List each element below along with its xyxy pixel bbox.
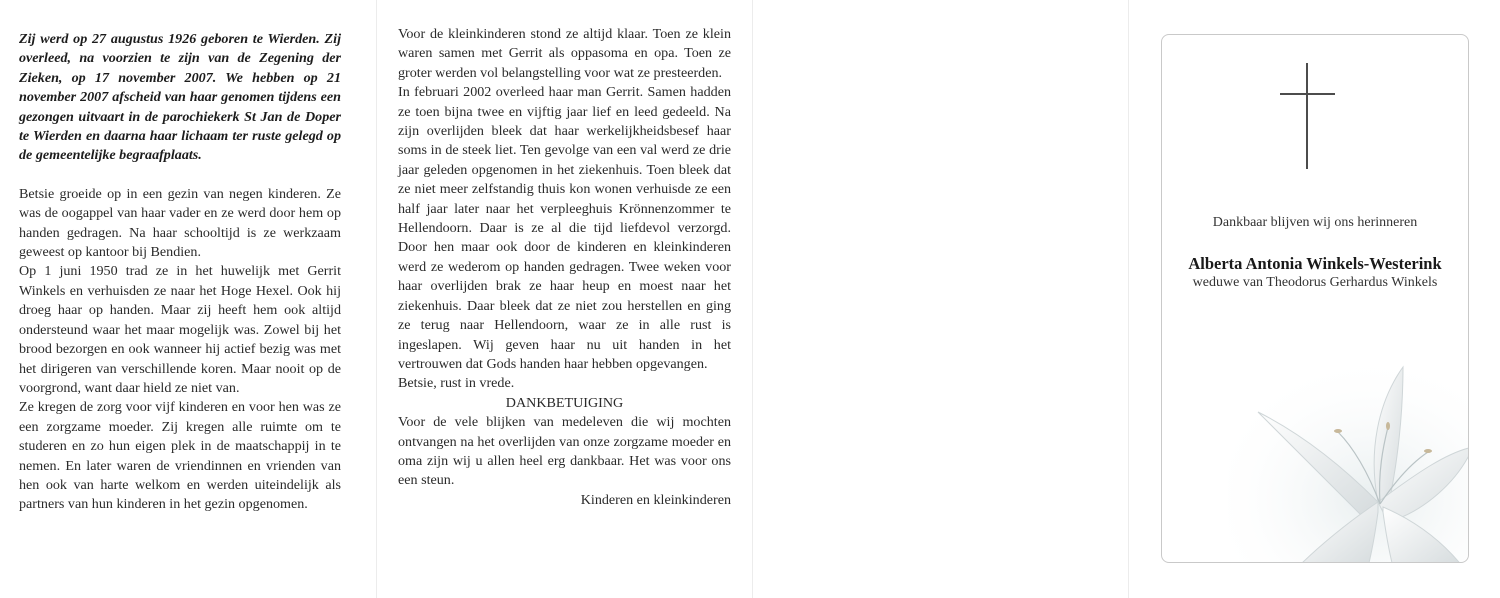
remember-text: Dankbaar blijven wij ons herinneren	[1212, 215, 1418, 230]
fold-line-2	[752, 0, 753, 598]
left-text-column	[19, 30, 341, 515]
body-paragraph: Op 1 juni 1950 trad ze in het huwelijk met Gerrit Winkels en verhuisden ze naar het Hoge Hexel. Ook hij droeg haar op handen. Maar zij heeft hem ook altijd ondersteund waar het maar mogelijk was. Zowel bij het brood bezorgen en ook wanneer hij actief bezig was met het dirigeren van verschillende koren. Maar nooit op de voorgrond, want daar hield ze niet van.	[19, 263, 341, 396]
intro-paragraph: Zij werd op 27 augustus 1926 geboren te Wierden. Zij overleed, na voorzien te zijn van de Zegening der Zieken, op 17 november 2007. We hebben op 21 november 2007 afscheid van haar genomen tijdens een gezongen uitvaart in de parochiekerk St Jan de Doper te Wierden en daarna haar lichaam ter ruste gelegd op de gemeentelijke begraafplaats.	[19, 31, 341, 164]
body-paragraph: Voor de kleinkinderen stond ze altijd klaar. Toen ze klein waren samen met Gerrit als oppasoma en opa. Toen ze groter werden vol belangstelling voor wat ze presteerden.	[398, 26, 731, 81]
fold-line-3	[1128, 0, 1129, 598]
body-paragraph: Betsie groeide op in een gezin van negen kinderen. Ze was de oogappel van haar vader en ze werd door hem op handen gedragen. Na haar schooltijd is ze werkzaam geweest op kantoor bij Bendien.	[19, 185, 341, 261]
widow-of-text: weduwe van Theodorus Gerhardus Winkels	[1192, 275, 1438, 290]
thanks-heading: DANKBETUIGING	[505, 394, 624, 411]
body-paragraph: Betsie, rust in vrede.	[398, 375, 515, 392]
memorial-card	[1161, 34, 1469, 563]
body-paragraph: Ze kregen de zorg voor vijf kinderen en voor hen was ze een zorgzame moeder. Zij kregen alle ruimte om te studeren en zo hun eigen plek in de maatschappij in te nemen. En later waren de vriendinnen en vrienden van hen ook van harte welkom en werden uiteindelijk als partners van hun kinderen in het gezin opgenomen.	[19, 399, 341, 513]
fold-line-1	[376, 0, 377, 598]
body-paragraph: In februari 2002 overleed haar man Gerrit. Samen hadden ze toen bijna twee en vijftig jaar lief en leed gedeeld. Na zijn overlijden bleek dat haar werkelijkheidsbesef haar soms in de steek liet. Ten gevolge van een val werd ze drie jaar geleden opgenomen in het ziekenhuis. Toen bleek dat ze niet meer zelfstandig thuis kon wonen verhuisde ze een half jaar later naar het verpleeghuis Krönnenzommer te Hellendoorn. Daar is ze al die tijd liefdevol verzorgd. Door hen maar ook door de kinderen en kleinkinderen werd ze wederom op handen gedragen. Twee weken voor haar overlijden brak ze haar heup en moest naar het ziekenhuis. Daar bleek dat ze niet zou herstellen en ging ze terug naar Hellendoorn, waar ze in alle rust is ingeslapen. Wij geven haar nu uit handen in het vertrouwen dat Gods handen haar hebben opgevangen.	[398, 84, 731, 372]
deceased-name: Alberta Antonia Winkels-Westerink	[1188, 254, 1442, 273]
signature: Kinderen en kleinkinderen	[580, 491, 731, 508]
thanks-paragraph: Voor de vele blijken van medeleven die wij mochten ontvangen na het overlijden van onze zorgzame moeder en oma zijn wij u allen heel erg dankbaar. Het was voor ons een steun.	[398, 414, 731, 489]
lily-flower-icon	[1228, 352, 1468, 562]
middle-text-column	[398, 25, 731, 510]
